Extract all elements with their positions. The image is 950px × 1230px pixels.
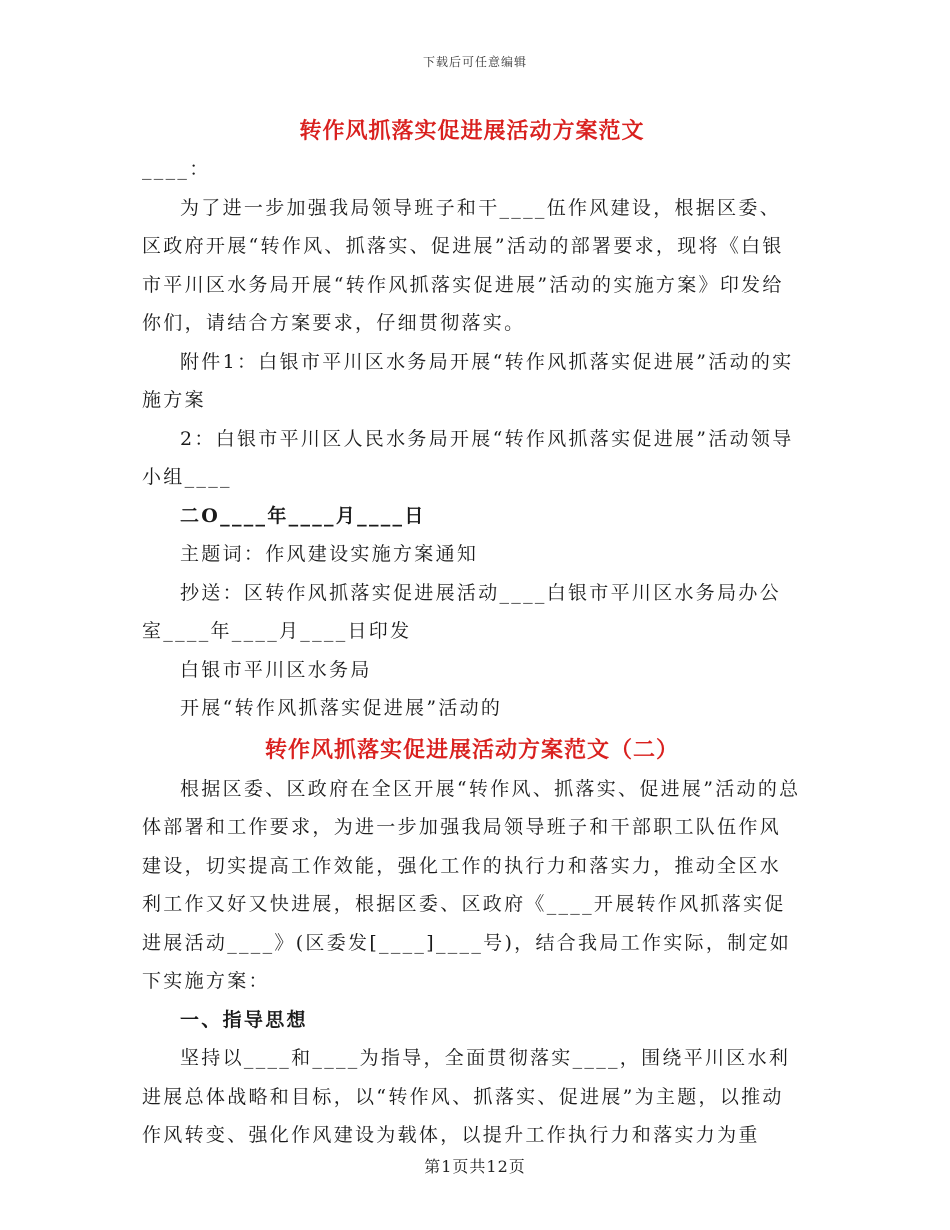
activity-line: 开展“转作风抓落实促进展”活动的 [180,697,503,719]
header-note: 下载后可任意编辑 [422,55,527,69]
paragraph-attachment-2: 2：白银市平川区人民水务局开展“转作风抓落实促进展”活动领导小组____ [142,427,794,488]
salutation: ____： [142,158,211,180]
paragraph-intro: 为了进一步加强我局领导班子和干____伍作风建设，根据区委、区政府开展“转作风、抓落实、促进展”活动的部署要求，现将《白银市平川区水务局开展“转作风抓落实促进展”活动的实施方案》印发给你们，请结合方案要求，仔细贯彻落实。 [142,196,784,334]
subject-words: 主题词：作风建设实施方案通知 [180,543,479,565]
heading-guiding-ideology: 一、指导思想 [180,1008,308,1031]
document-title: 转作风抓落实促进展活动方案范文 [299,118,645,144]
document-body [142,112,802,1155]
cc-line: 抄送：区转作风抓落实促进展活动____白银市平川区水务局办公室____年____月____日印发 [142,581,782,642]
page-number: 第1页共12页 [424,1157,526,1176]
paragraph-attachment-1: 附件1：白银市平川区水务局开展“转作风抓落实促进展”活动的实施方案 [142,350,794,411]
issuer-line: 白银市平川区水务局 [180,658,372,681]
section-title-2: 转作风抓落实促进展活动方案范文（二） [264,736,679,763]
paragraph-guiding-ideology: 坚持以____和____为指导，全面贯彻落实____，围绕平川区水利进展总体战略和目标，以“转作风、抓落实、促进展”为主题，以推动作风转变、强化作风建设为载体，以提升工作执行力和落实力为重 [142,1047,791,1146]
date-line: 二O____年____月____日 [180,504,426,527]
paragraph-plan-intro: 根据区委、区政府在全区开展“转作风、抓落实、促进展”活动的总体部署和工作要求，为进一步加强我局领导班子和干部职工队伍作风建设，切实提高工作效能，强化工作的执行力和落实力，推动全区水利工作又好又快进展，根据区委、区政府《____开展转作风抓落实促进展活动____》(区委发[____]____号)，结合我局工作实际，制定如下实施方案： [142,777,801,992]
